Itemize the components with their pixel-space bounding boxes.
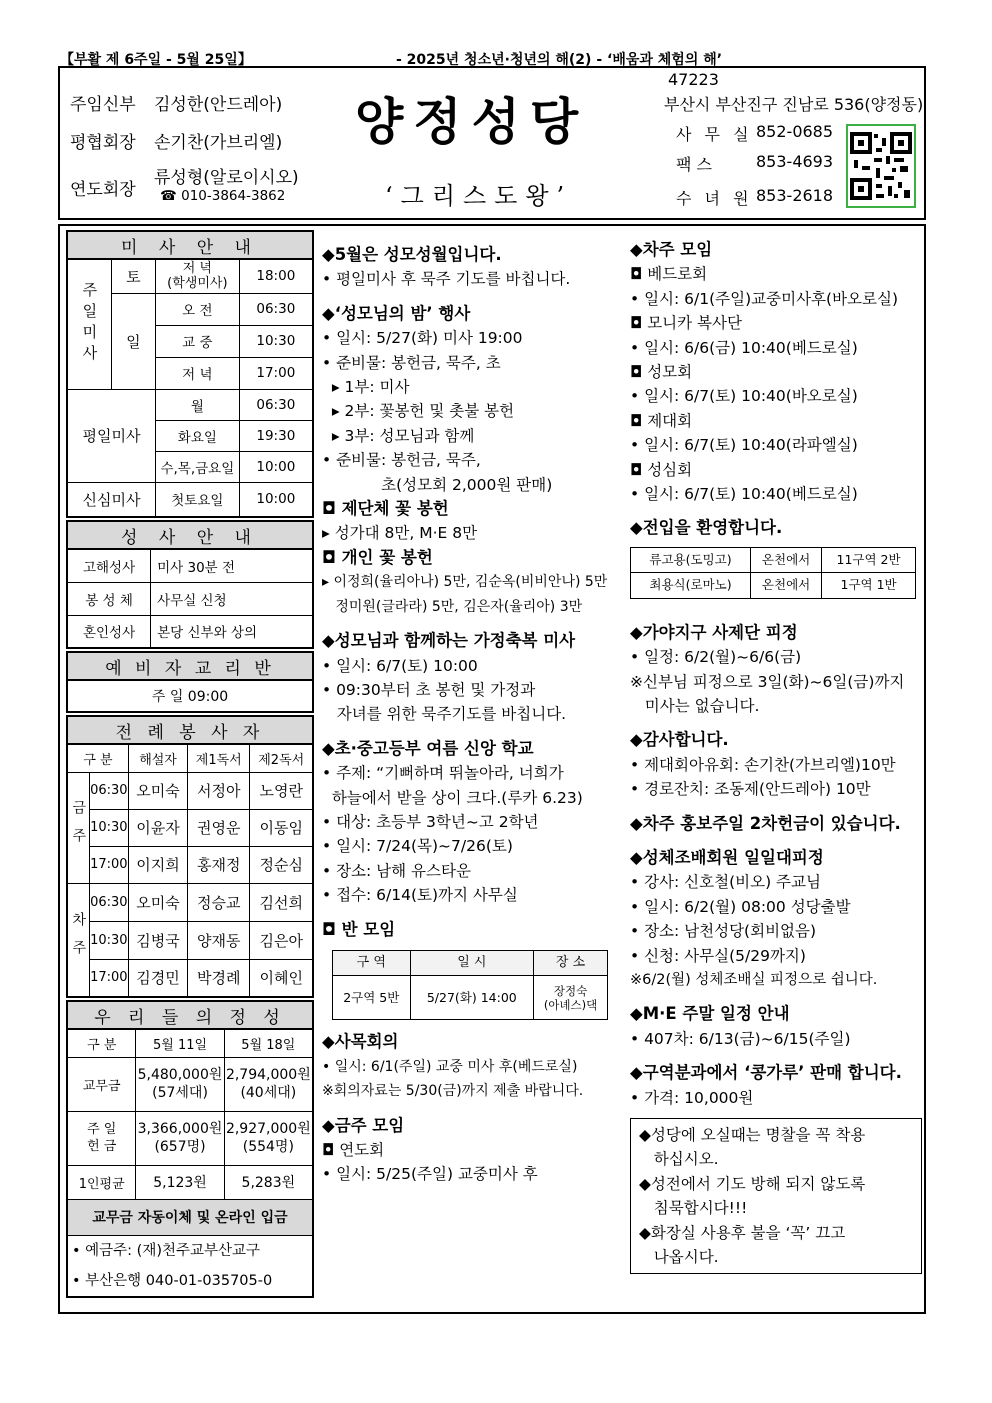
address: 부산시 부산진구 진남로 536(양정동) <box>664 95 924 114</box>
catechumen-title: 예 비 자 교 리 반 <box>67 652 313 680</box>
council-name: 손기찬(가브리엘) <box>154 133 283 153</box>
devotion-time: 10:00 <box>239 482 313 517</box>
summer-school-line: • 장소: 남해 유스타운 <box>322 861 471 880</box>
offering-key: 주 일 헌 금 <box>67 1111 136 1165</box>
weekday-time: 10:00 <box>239 451 313 482</box>
servers-header: 제2독서 <box>250 744 313 772</box>
servers-title: 전 례 봉 사 자 <box>67 716 313 744</box>
elder-label: 연도회장 <box>70 180 136 200</box>
server-name: 김선희 <box>250 883 313 921</box>
motto: ‘그리스도왕’ <box>385 182 573 210</box>
sun-time: 17:00 <box>239 357 313 389</box>
personal-flower-title: ◘ 개인 꽃 봉헌 <box>322 547 433 567</box>
next-week-label: 차주 <box>67 883 89 997</box>
pastoral-council-title: ◆사목회의 <box>322 1032 399 1052</box>
offering-header: 구 분 <box>67 1029 136 1057</box>
sunday-mass-label: 주일미사 <box>67 259 111 389</box>
server-name: 오미숙 <box>128 883 187 921</box>
group-flower-title: ◘ 제단체 꽃 봉헌 <box>322 499 449 519</box>
postal-code: 47223 <box>668 70 719 89</box>
sat-time: 18:00 <box>239 259 313 293</box>
ban-header: 구 역 <box>333 950 411 975</box>
summer-school-line: • 일시: 7/24(목)~7/26(토) <box>322 837 513 856</box>
retreat-line: ※신부님 피정으로 3일(화)~6일(금)까지 <box>630 672 905 691</box>
next-week-meeting-line: ◘ 모니카 복사단 <box>630 314 742 333</box>
weekday-day: 수,목,금요일 <box>156 451 240 482</box>
next-week-meeting-line: • 일시: 6/7(토) 10:40(베드로실) <box>630 485 858 504</box>
servers-header: 구 분 <box>67 744 128 772</box>
server-time: 17:00 <box>89 959 128 997</box>
sun-time: 10:30 <box>239 325 313 357</box>
thanks-title: ◆감사합니다. <box>630 730 729 750</box>
server-time: 10:30 <box>89 921 128 959</box>
night-line: • 준비물: 봉헌금, 묵주, 초 <box>322 353 501 372</box>
notice-box <box>630 1118 922 1274</box>
family-mass-line: 자녀를 위한 묵주기도를 바칩니다. <box>322 705 567 724</box>
notice-line: ◆화장실 사용후 불을 ‘꼭’ 끄고 <box>639 1223 846 1242</box>
sun-label: 일 <box>111 293 155 389</box>
welcome-cell: 류고용(도밍고) <box>631 547 751 572</box>
welcome-cell: 온천에서 <box>751 547 822 572</box>
this-week-meeting-line: • 일시: 5/25(주일) 교중미사 후 <box>322 1165 538 1184</box>
offering-title: 우 리 들 의 정 성 <box>67 1001 313 1029</box>
night-title: ◆‘성모님의 밤’ 행사 <box>322 303 471 323</box>
next-week-meeting-title: ◆차주 모임 <box>630 240 713 259</box>
server-name: 이지희 <box>128 846 187 883</box>
server-time: 06:30 <box>89 772 128 809</box>
welcome-cell: 1구역 1반 <box>822 573 916 598</box>
server-time: 06:30 <box>89 883 128 921</box>
sat-type: 저 녁 <box>182 261 212 277</box>
summer-school-line: • 접수: 6/14(토)까지 사무실 <box>322 886 518 905</box>
offering-table <box>66 1000 314 1298</box>
catechumen-time: 주 일 09:00 <box>67 680 313 712</box>
sun-time: 06:30 <box>239 293 313 325</box>
server-name: 박경례 <box>188 959 250 997</box>
server-name: 이동임 <box>250 809 313 846</box>
ban-cell: 2구역 5반 <box>333 976 411 1020</box>
ban-header: 일 시 <box>410 950 533 975</box>
offering-key: 교무금 <box>67 1057 136 1111</box>
this-week-meeting-title: ◆금주 모임 <box>322 1115 405 1135</box>
server-name: 이혜인 <box>250 959 313 997</box>
adoration-retreat-line: ※6/2(월) 성체조배실 피정으로 쉽니다. <box>630 971 878 988</box>
devotion-mass-label: 신심미사 <box>67 482 156 517</box>
personal-flower-line: 정미원(글라라) 5만, 김은자(율리아) 3만 <box>322 598 583 615</box>
retreat-line: • 일정: 6/2(월)~6/6(금) <box>630 648 802 667</box>
ban-cell: 5/27(화) 14:00 <box>410 976 533 1020</box>
adoration-retreat-line: • 강사: 신호철(비오) 주교님 <box>630 873 821 892</box>
catechumen-table <box>66 651 314 713</box>
server-name: 김은아 <box>250 921 313 959</box>
next-week-meeting-line: ◘ 성모회 <box>630 363 693 382</box>
group-flower-line: ▸ 성가대 8만, M·E 8만 <box>322 524 478 543</box>
pastoral-council-line: ※회의자료는 5/30(금)까지 제출 바랍니다. <box>322 1083 584 1100</box>
retreat-title: ◆가야지구 사제단 피정 <box>630 622 798 642</box>
sacrament-title: 성 사 안 내 <box>67 521 313 549</box>
may-line: • 평일미사 후 묵주 기도를 바칩니다. <box>322 270 571 289</box>
ban-meeting-table <box>332 950 608 1020</box>
bean-powder-title: ◆구역분과에서 ‘콩가루’ 판매 합니다. <box>630 1063 902 1083</box>
server-name: 서정아 <box>188 772 250 809</box>
offering-count: (657명) <box>154 1139 206 1155</box>
offering-header: 5월 11일 <box>136 1029 224 1057</box>
night-line: 초(성모회 2,000원 판매) <box>322 475 553 494</box>
average-value: 5,123원 <box>136 1165 224 1199</box>
retreat-line: 미사는 없습니다. <box>630 696 760 715</box>
next-week-meeting-line: ◘ 제대회 <box>630 411 693 430</box>
pastor-name: 김성한(안드레아) <box>154 95 283 115</box>
mass-title: 미 사 안 내 <box>67 231 313 259</box>
weekday-day: 월 <box>156 389 240 420</box>
bean-powder-line: • 가격: 10,000원 <box>630 1088 754 1107</box>
weekday-day: 화요일 <box>156 420 240 451</box>
family-mass-title: ◆성모님과 함께하는 가정축복 미사 <box>322 631 576 651</box>
adoration-retreat-line: • 일시: 6/2(월) 08:00 성당출발 <box>630 897 851 916</box>
convent-phone: 853-2618 <box>756 186 834 205</box>
server-time: 10:30 <box>89 809 128 846</box>
sat-label: 토 <box>111 259 155 293</box>
pastoral-council-line: • 일시: 6/1(주일) 교중 미사 후(베드로실) <box>322 1058 578 1075</box>
offering-amount: 5,480,000원 <box>137 1067 223 1083</box>
adoration-retreat-title: ◆성체조배회원 일일대피정 <box>630 847 824 867</box>
pastor-label: 주임신부 <box>70 95 136 115</box>
server-name: 오미숙 <box>128 772 187 809</box>
server-name: 정순심 <box>250 846 313 883</box>
sacrament-key: 봉 성 체 <box>67 582 151 615</box>
family-mass-line: • 일시: 6/7(토) 10:00 <box>322 656 478 675</box>
year-theme: - 2025년 청소년·청년의 해(2) - ‘배움과 체험의 해’ <box>396 52 723 68</box>
notice-line: 나옵시다. <box>639 1248 719 1267</box>
summer-school-line: • 대상: 초등부 3학년~고 2학년 <box>322 812 539 831</box>
bank-account[interactable]: • 부산은행 040-01-035705-0 <box>72 1272 273 1289</box>
bank-title: 교무금 자동이체 및 온라인 입금 <box>67 1199 313 1235</box>
welcome-cell: 온천에서 <box>751 573 822 598</box>
offering-count: (554명) <box>242 1139 294 1155</box>
notice-line: 침묵합시다!!! <box>639 1199 748 1218</box>
next-week-meeting-line: • 일시: 6/1(주일)교중미사후(바오로실) <box>630 289 899 308</box>
thanks-line: • 제대회아유회: 손기찬(가브리엘)10만 <box>630 755 896 774</box>
server-name: 권영운 <box>188 809 250 846</box>
notice-line: 하십시오. <box>639 1150 719 1169</box>
qr-code[interactable] <box>846 124 916 208</box>
convent-label: 수 녀 원 <box>676 189 753 208</box>
summer-school-title: ◆초·중고등부 여름 신앙 학교 <box>322 738 534 758</box>
ban-meeting-title: ◘ 반 모임 <box>322 919 396 939</box>
fax-phone: 853-4693 <box>756 152 834 171</box>
sun-type: 오 전 <box>156 293 240 325</box>
elder-phone: ☎ 010-3864-3862 <box>160 188 286 204</box>
this-week-label: 금주 <box>67 772 89 883</box>
me-weekend-title: ◆M·E 주말 일정 안내 <box>630 1004 790 1024</box>
sacrament-value: 미사 30분 전 <box>151 549 313 582</box>
sat-note: (학생미사) <box>167 276 228 292</box>
offering-amount: 3,366,000원 <box>137 1121 223 1137</box>
next-week-meeting-line: • 일시: 6/7(토) 10:40(라파엘실) <box>630 436 858 455</box>
adoration-retreat-line: • 신청: 사무실(5/29까지) <box>630 946 806 965</box>
next-week-meeting-line: ◘ 베드로회 <box>630 265 708 284</box>
welcome-cell: 최용식(로마노) <box>631 573 751 598</box>
weekday-mass-label: 평일미사 <box>67 389 156 482</box>
server-name: 김병국 <box>128 921 187 959</box>
notice-line: ◆성당에 오실때는 명찰을 꼭 착용 <box>639 1126 866 1144</box>
sacrament-table <box>66 520 314 649</box>
night-line: • 준비물: 봉헌금, 묵주, <box>322 451 481 470</box>
night-line: ▸ 2부: 꽃봉헌 및 촛불 봉헌 <box>322 402 515 421</box>
left-column <box>66 230 314 1300</box>
offering-header: 5월 18일 <box>224 1029 313 1057</box>
servers-table <box>66 715 314 998</box>
may-title: ◆5월은 성모성월입니다. <box>322 245 502 264</box>
this-week-meeting-line: ◘ 연도회 <box>322 1141 385 1159</box>
welcome-cell: 11구역 2반 <box>822 547 916 572</box>
family-mass-line: • 09:30부터 초 봉헌 및 가정과 <box>322 680 536 699</box>
thanks-line: • 경로잔치: 조동제(안드레아) 10만 <box>630 780 871 799</box>
sun-type: 교 중 <box>156 325 240 357</box>
night-line: ▸ 3부: 성모님과 함께 <box>322 426 475 445</box>
servers-header: 해설자 <box>128 744 187 772</box>
summer-school-line: • 주제: “기뻐하며 뛰놀아라, 너희가 <box>322 764 564 783</box>
weekday-time: 19:30 <box>239 420 313 451</box>
second-collection-title: ◆차주 홍보주일 2차헌금이 있습니다. <box>630 813 901 833</box>
right-column <box>630 238 922 1274</box>
issue-date: 【부활 제 6주일 - 5월 25일】 <box>60 52 252 68</box>
personal-flower-line: ▸ 이정희(율리아나) 5만, 김순옥(비비안나) 5만 <box>322 574 608 591</box>
ban-header: 장 소 <box>534 950 608 975</box>
mass-table <box>66 230 314 518</box>
night-line: • 일시: 5/27(화) 미사 19:00 <box>322 329 523 348</box>
notice-line: ◆성전에서 기도 방해 되지 않도록 <box>639 1174 866 1193</box>
server-name: 홍재정 <box>188 846 250 883</box>
elder-name: 류성형(알로이시오) <box>154 168 299 188</box>
council-label: 평협회장 <box>70 133 136 153</box>
welcome-table <box>630 547 916 599</box>
next-week-meeting-line: • 일시: 6/6(금) 10:40(베드로실) <box>630 338 858 357</box>
summer-school-line: 하늘에서 받을 상이 크다.(루카 6.23) <box>322 788 583 807</box>
servers-header: 제1독서 <box>188 744 250 772</box>
server-name: 정승교 <box>188 883 250 921</box>
server-name: 노영란 <box>250 772 313 809</box>
devotion-day: 첫토요일 <box>156 482 240 517</box>
sacrament-value: 본당 신부와 상의 <box>151 615 313 648</box>
church-name: 양정성당 <box>355 92 589 151</box>
offering-amount: 2,927,000원 <box>225 1121 311 1137</box>
adoration-retreat-line: • 장소: 남천성당(회비없음) <box>630 922 817 941</box>
ban-cell: 장정숙 (아녜스)댁 <box>534 976 608 1020</box>
server-name: 이윤자 <box>128 809 187 846</box>
office-phone: 852-0685 <box>756 122 834 141</box>
next-week-meeting-line: • 일시: 6/7(토) 10:40(바오로실) <box>630 387 858 406</box>
sacrament-key: 고해성사 <box>67 549 151 582</box>
server-name: 김경민 <box>128 959 187 997</box>
average-value: 5,283원 <box>224 1165 313 1199</box>
offering-amount: 2,794,000원 <box>225 1067 311 1083</box>
sacrament-value: 사무실 신청 <box>151 582 313 615</box>
office-label: 사 무 실 <box>676 125 753 144</box>
offering-count: (40세대) <box>240 1085 297 1101</box>
me-weekend-line: • 407차: 6/13(금)~6/15(주일) <box>630 1029 851 1048</box>
server-time: 17:00 <box>89 846 128 883</box>
server-name: 양재동 <box>188 921 250 959</box>
night-line: ▸ 1부: 미사 <box>322 378 410 397</box>
middle-column <box>322 243 622 1187</box>
offering-count: (57세대) <box>152 1085 208 1101</box>
fax-label: 팩 스 <box>676 155 712 174</box>
welcome-title: ◆전입을 환영합니다. <box>630 518 783 538</box>
account-holder: • 예금주: (재)천주교부산교구 <box>72 1242 261 1259</box>
sun-type: 저 녁 <box>156 357 240 389</box>
next-week-meeting-line: ◘ 성심회 <box>630 460 693 479</box>
weekday-time: 06:30 <box>239 389 313 420</box>
sacrament-key: 혼인성사 <box>67 615 151 648</box>
average-label: 1인평균 <box>67 1165 136 1199</box>
